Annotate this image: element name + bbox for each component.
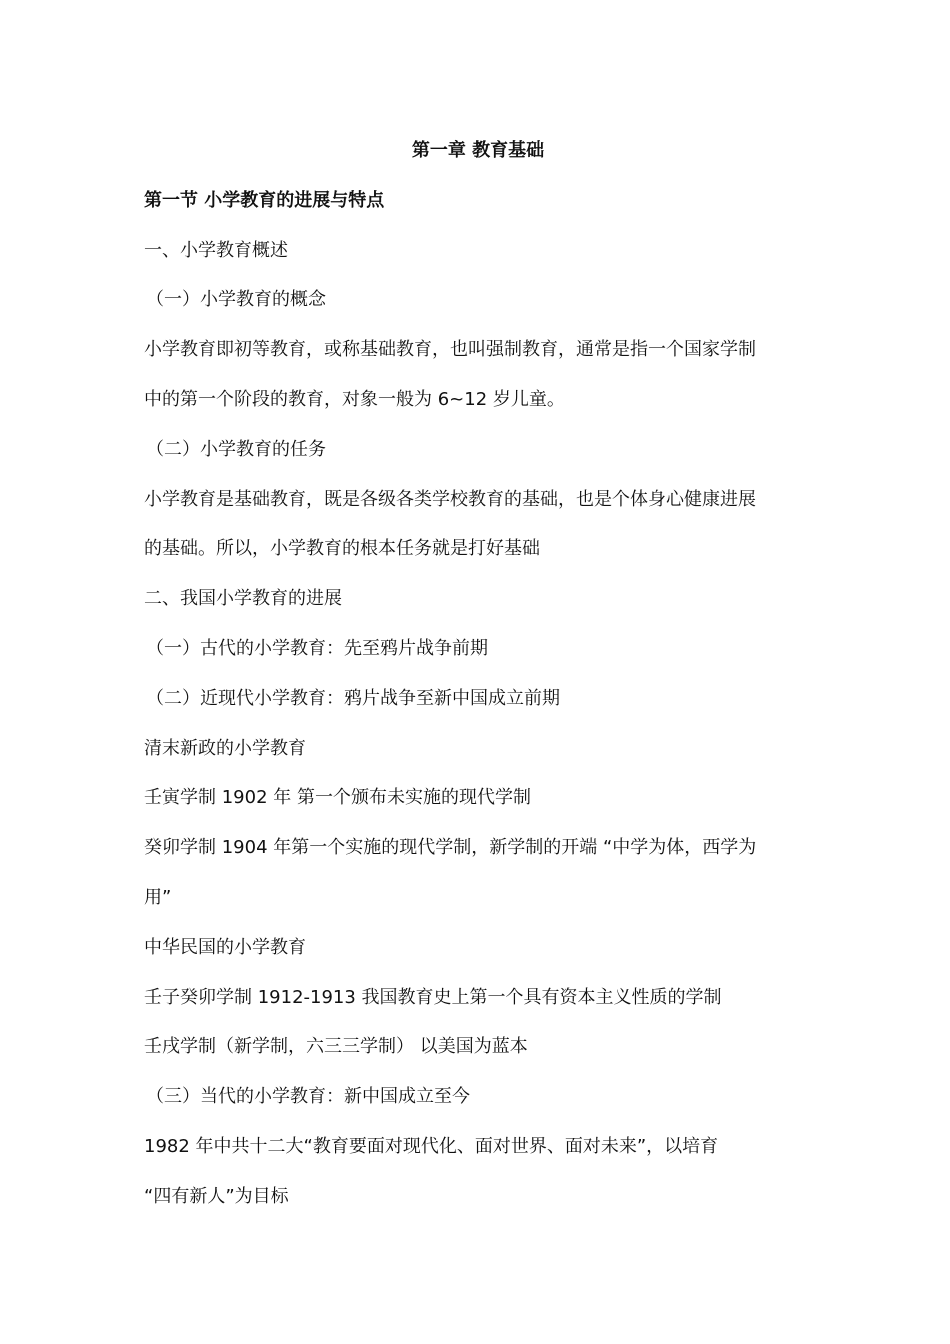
heading-development: 二、我国小学教育的进展 bbox=[144, 588, 342, 610]
paragraph-line: 1982 年中共十二大“教育要面对现代化、面对世界、面对未来”，以培育 bbox=[144, 1135, 719, 1157]
subheading-modern: （二）近现代小学教育：鸦片战争至新中国成立前期 bbox=[146, 687, 560, 709]
paragraph-line: 癸卯学制 1904 年第一个实施的现代学制，新学制的开端 “中学为体，西学为 bbox=[144, 837, 757, 859]
paragraph-line: 清末新政的小学教育 bbox=[144, 737, 306, 759]
paragraph-line: 壬寅学制 1902 年 第一个颁布未实施的现代学制 bbox=[144, 787, 531, 809]
paragraph-line: 中的第一个阶段的教育，对象一般为 6~12 岁儿童。 bbox=[144, 388, 565, 410]
subheading-task: （二）小学教育的任务 bbox=[146, 438, 326, 460]
paragraph-line: “四有新人”为目标 bbox=[144, 1185, 289, 1207]
chapter-title: 第一章 教育基础 bbox=[411, 140, 545, 161]
subheading-ancient: （一）古代的小学教育：先至鸦片战争前期 bbox=[146, 637, 488, 659]
subheading-concept: （一）小学教育的概念 bbox=[146, 289, 326, 311]
document-body bbox=[144, 126, 810, 1222]
heading-overview: 一、小学教育概述 bbox=[144, 239, 288, 261]
paragraph-line: 中华民国的小学教育 bbox=[144, 936, 306, 958]
subheading-contemporary: （三）当代的小学教育：新中国成立至今 bbox=[146, 1086, 470, 1108]
paragraph-line: 壬戌学制（新学制，六三三学制） 以美国为蓝本 bbox=[144, 1036, 528, 1058]
paragraph-line: 小学教育是基础教育，既是各级各类学校教育的基础，也是个体身心健康进展 bbox=[144, 488, 756, 510]
paragraph-line: 小学教育即初等教育，或称基础教育，也叫强制教育，通常是指一个国家学制 bbox=[144, 339, 756, 361]
paragraph-line: 用” bbox=[144, 886, 172, 908]
paragraph-line: 的基础。所以，小学教育的根本任务就是打好基础 bbox=[144, 538, 540, 560]
paragraph-line: 壬子癸卯学制 1912-1913 我国教育史上第一个具有资本主义性质的学制 bbox=[144, 986, 722, 1008]
section-title: 第一节 小学教育的进展与特点 bbox=[144, 189, 385, 211]
